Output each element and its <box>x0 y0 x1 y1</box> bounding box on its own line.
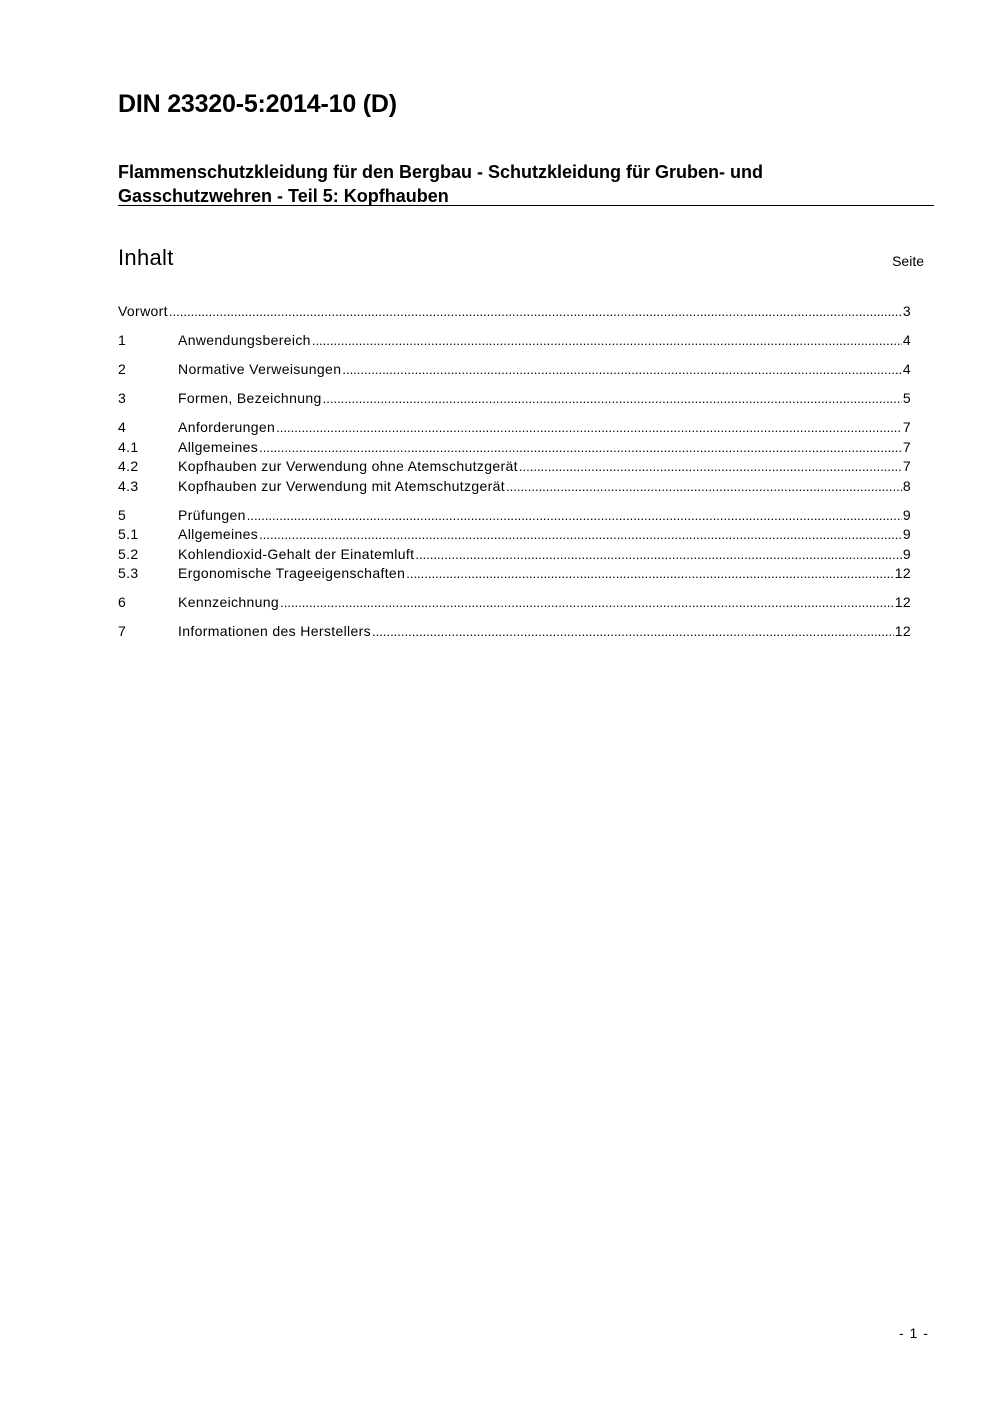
toc-entry-page: 5 <box>902 390 911 406</box>
toc-leader-dots <box>247 506 902 526</box>
toc-entry-2[interactable] <box>118 360 911 380</box>
toc-entry-page: 8 <box>902 477 911 494</box>
toc-entry-number: 3 <box>118 390 127 406</box>
toc-leader-dots <box>506 477 902 497</box>
toc-entry-4[interactable] <box>118 418 911 438</box>
toc-entry-number: 4.1 <box>118 438 139 455</box>
toc-entry-4-1[interactable] <box>118 438 911 458</box>
toc-entry-vorwort[interactable] <box>118 302 911 322</box>
toc-entry-page: 12 <box>894 594 911 610</box>
toc-leader-dots <box>415 545 901 565</box>
toc-entry-page: 7 <box>902 419 911 435</box>
toc-entry-number: 5.2 <box>118 545 139 562</box>
toc-leader-dots <box>342 360 902 380</box>
toc-entry-page: 12 <box>894 623 911 639</box>
toc-entry-4-2[interactable] <box>118 457 911 477</box>
toc-entry-number: 1 <box>118 332 127 348</box>
toc-entry-page: 9 <box>902 526 911 542</box>
toc-entry-text: Kohlendioxid-Gehalt der Einatemluft <box>178 545 415 562</box>
page-number: - 1 - <box>899 1325 929 1341</box>
toc-entry-page: 4 <box>902 361 911 377</box>
toc-entry-text: Informationen des Herstellers <box>178 623 372 639</box>
toc-page-column-label: Seite <box>892 253 924 269</box>
toc-entry-text: Vorwort <box>118 303 168 319</box>
toc-entry-text: Allgemeines <box>178 526 259 542</box>
toc-entry-number: 5.1 <box>118 526 139 542</box>
toc-entry-text: Kopfhauben zur Verwendung mit Atemschutzgerät <box>178 477 506 494</box>
toc-leader-dots <box>323 389 902 409</box>
toc-entry-number: 5.3 <box>118 565 139 581</box>
toc-entry-number: 4 <box>118 419 127 435</box>
toc-entry-page: 3 <box>902 303 911 319</box>
toc-leader-dots <box>406 564 894 584</box>
toc-entry-page: 12 <box>894 565 911 581</box>
toc-entry-text: Normative Verweisungen <box>178 361 342 377</box>
toc-entry-3[interactable] <box>118 389 911 409</box>
toc-entry-number: 6 <box>118 594 127 610</box>
document-code: DIN 23320-5:2014-10 (D) <box>118 90 397 118</box>
toc-entry-page: 4 <box>902 332 911 348</box>
toc-leader-dots <box>372 622 894 642</box>
toc-entry-page: 9 <box>902 506 911 523</box>
toc-entry-number: 4.2 <box>118 458 139 474</box>
toc-entry-5-2[interactable] <box>118 545 911 565</box>
toc-entry-text: Ergonomische Trageeigenschaften <box>178 565 406 581</box>
toc-entry-6[interactable] <box>118 593 911 613</box>
toc-entry-page: 9 <box>902 545 911 562</box>
toc-entry-1[interactable] <box>118 331 911 351</box>
toc-entry-text: Allgemeines <box>178 438 259 455</box>
toc-entry-7[interactable] <box>118 622 911 642</box>
toc-entry-5-1[interactable] <box>118 525 911 545</box>
toc-leader-dots <box>259 438 902 458</box>
toc-entry-text: Kennzeichnung <box>178 594 280 610</box>
toc-entry-page: 7 <box>902 438 911 455</box>
toc-entry-text: Kopfhauben zur Verwendung ohne Atemschutzgerät <box>178 458 518 474</box>
toc-heading: Inhalt <box>118 245 174 270</box>
toc-entry-text: Prüfungen <box>178 506 246 523</box>
toc-entry-text: Formen, Bezeichnung <box>178 390 322 406</box>
toc-entry-text: Anforderungen <box>178 419 276 435</box>
toc-entry-5-3[interactable] <box>118 564 911 584</box>
toc-leader-dots <box>519 457 902 477</box>
toc-entry-number: 7 <box>118 623 127 639</box>
toc-entry-number: 4.3 <box>118 477 139 494</box>
toc-leader-dots <box>169 302 902 322</box>
toc-leader-dots <box>276 418 902 438</box>
toc-entry-text: Anwendungsbereich <box>178 332 311 348</box>
toc-entry-5[interactable] <box>118 506 911 526</box>
title-divider <box>118 205 934 206</box>
document-title-line: Flammenschutzkleidung für den Bergbau - Schutzkleidung für Gruben- und <box>118 162 764 182</box>
document-title <box>118 160 918 208</box>
toc-entry-number: 2 <box>118 361 127 377</box>
toc-leader-dots <box>259 525 902 545</box>
toc-leader-dots <box>280 593 894 613</box>
toc-entry-4-3[interactable] <box>118 477 911 497</box>
toc-leader-dots <box>312 331 902 351</box>
toc-entry-number: 5 <box>118 506 127 523</box>
toc-entry-page: 7 <box>902 458 911 474</box>
document-title-line: Gasschutzwehren - Teil 5: Kopfhauben <box>118 186 449 206</box>
table-of-contents <box>118 302 911 642</box>
